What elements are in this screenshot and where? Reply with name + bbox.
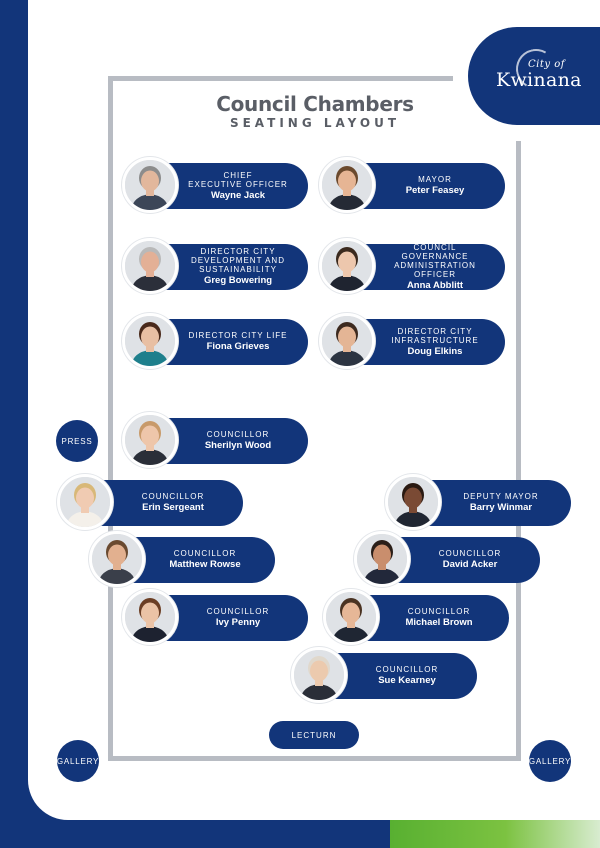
portrait-photo — [323, 589, 379, 645]
logo-big-text: Kwinana — [496, 69, 582, 91]
page-title: Council Chambers — [216, 92, 414, 116]
portrait-photo — [319, 238, 375, 294]
seat-role: SUSTAINABILITY — [199, 265, 277, 274]
gallery-right-badge: GALLERY — [529, 740, 571, 782]
seat-card — [319, 313, 505, 371]
chamber-frame-top — [108, 76, 453, 81]
lecturn-badge: LECTURN — [269, 721, 359, 749]
seat-name: Sherilyn Wood — [204, 440, 272, 451]
seat-role: COUNCILLOR — [375, 665, 439, 674]
seat-name: Greg Bowering — [203, 275, 273, 286]
seat-role: DIRECTOR CITY — [200, 247, 276, 256]
portrait-photo — [122, 157, 178, 213]
portrait-photo — [122, 589, 178, 645]
portrait-photo — [122, 313, 178, 369]
gallery-left-badge: GALLERY — [57, 740, 99, 782]
seat-card — [319, 157, 505, 215]
seat-name: Barry Winmar — [469, 502, 533, 513]
seat-name: Wayne Jack — [210, 189, 266, 201]
portrait-photo — [319, 313, 375, 369]
green-accent-band — [390, 820, 600, 848]
seat-role: INFRASTRUCTURE — [391, 335, 479, 345]
seat-role: ADMINISTRATION — [394, 260, 476, 270]
seat-role: DIRECTOR CITY LIFE — [188, 331, 288, 340]
portrait-photo — [385, 474, 441, 530]
seat-role: COUNCILLOR — [206, 607, 270, 616]
seat-role: OFFICER — [413, 269, 457, 279]
seat-role: COUNCIL GOVERNANCE — [401, 242, 469, 261]
seat-role: COUNCILLOR — [407, 607, 471, 616]
seat-card — [354, 531, 540, 589]
seat-card — [122, 157, 308, 215]
portrait-photo — [57, 474, 113, 530]
seat-name: Fiona Grieves — [206, 341, 270, 352]
portrait-photo — [319, 157, 375, 213]
seat-name: Doug Elkins — [407, 345, 463, 357]
seat-name: David Acker — [442, 559, 498, 570]
portrait-photo — [354, 531, 410, 587]
portrait-photo — [291, 647, 347, 703]
seat-card — [122, 412, 308, 470]
press-badge: PRESS — [56, 420, 98, 462]
seat-role: DEVELOPMENT AND — [191, 256, 285, 265]
seat-role: COUNCILLOR — [438, 549, 502, 558]
seat-role: COUNCILLOR — [173, 549, 237, 558]
seat-card — [319, 238, 505, 296]
seat-card — [122, 313, 308, 371]
seat-card — [385, 474, 571, 532]
seat-name: Erin Sergeant — [142, 502, 204, 513]
chamber-frame-right — [516, 141, 521, 761]
portrait-photo — [122, 412, 178, 468]
seat-name: Ivy Penny — [215, 617, 261, 628]
seat-name: Michael Brown — [405, 617, 473, 628]
seat-card — [57, 474, 243, 532]
seat-name: Anna Abblitt — [406, 279, 464, 291]
seat-name: Sue Kearney — [378, 675, 436, 686]
seat-role: CHIEF — [223, 170, 253, 180]
seat-role: COUNCILLOR — [206, 430, 270, 439]
seat-name: Matthew Rowse — [169, 559, 241, 570]
portrait-photo — [122, 238, 178, 294]
seat-role: DEPUTY MAYOR — [463, 492, 539, 501]
seat-role: EXECUTIVE OFFICER — [188, 179, 288, 189]
seat-card — [89, 531, 275, 589]
seat-card — [323, 589, 509, 647]
page-subtitle: SEATING LAYOUT — [229, 116, 401, 130]
seat-card — [122, 238, 308, 296]
portrait-photo — [89, 531, 145, 587]
seat-role: MAYOR — [418, 175, 452, 184]
seat-role: DIRECTOR CITY — [397, 326, 473, 336]
seat-card — [291, 647, 477, 705]
seat-name: Peter Feasey — [405, 185, 465, 196]
logo-small-text: City of — [528, 59, 565, 70]
chamber-frame-bottom — [108, 756, 521, 761]
seat-card — [122, 589, 308, 647]
chamber-frame-left — [108, 76, 113, 761]
seat-role: COUNCILLOR — [141, 492, 205, 501]
